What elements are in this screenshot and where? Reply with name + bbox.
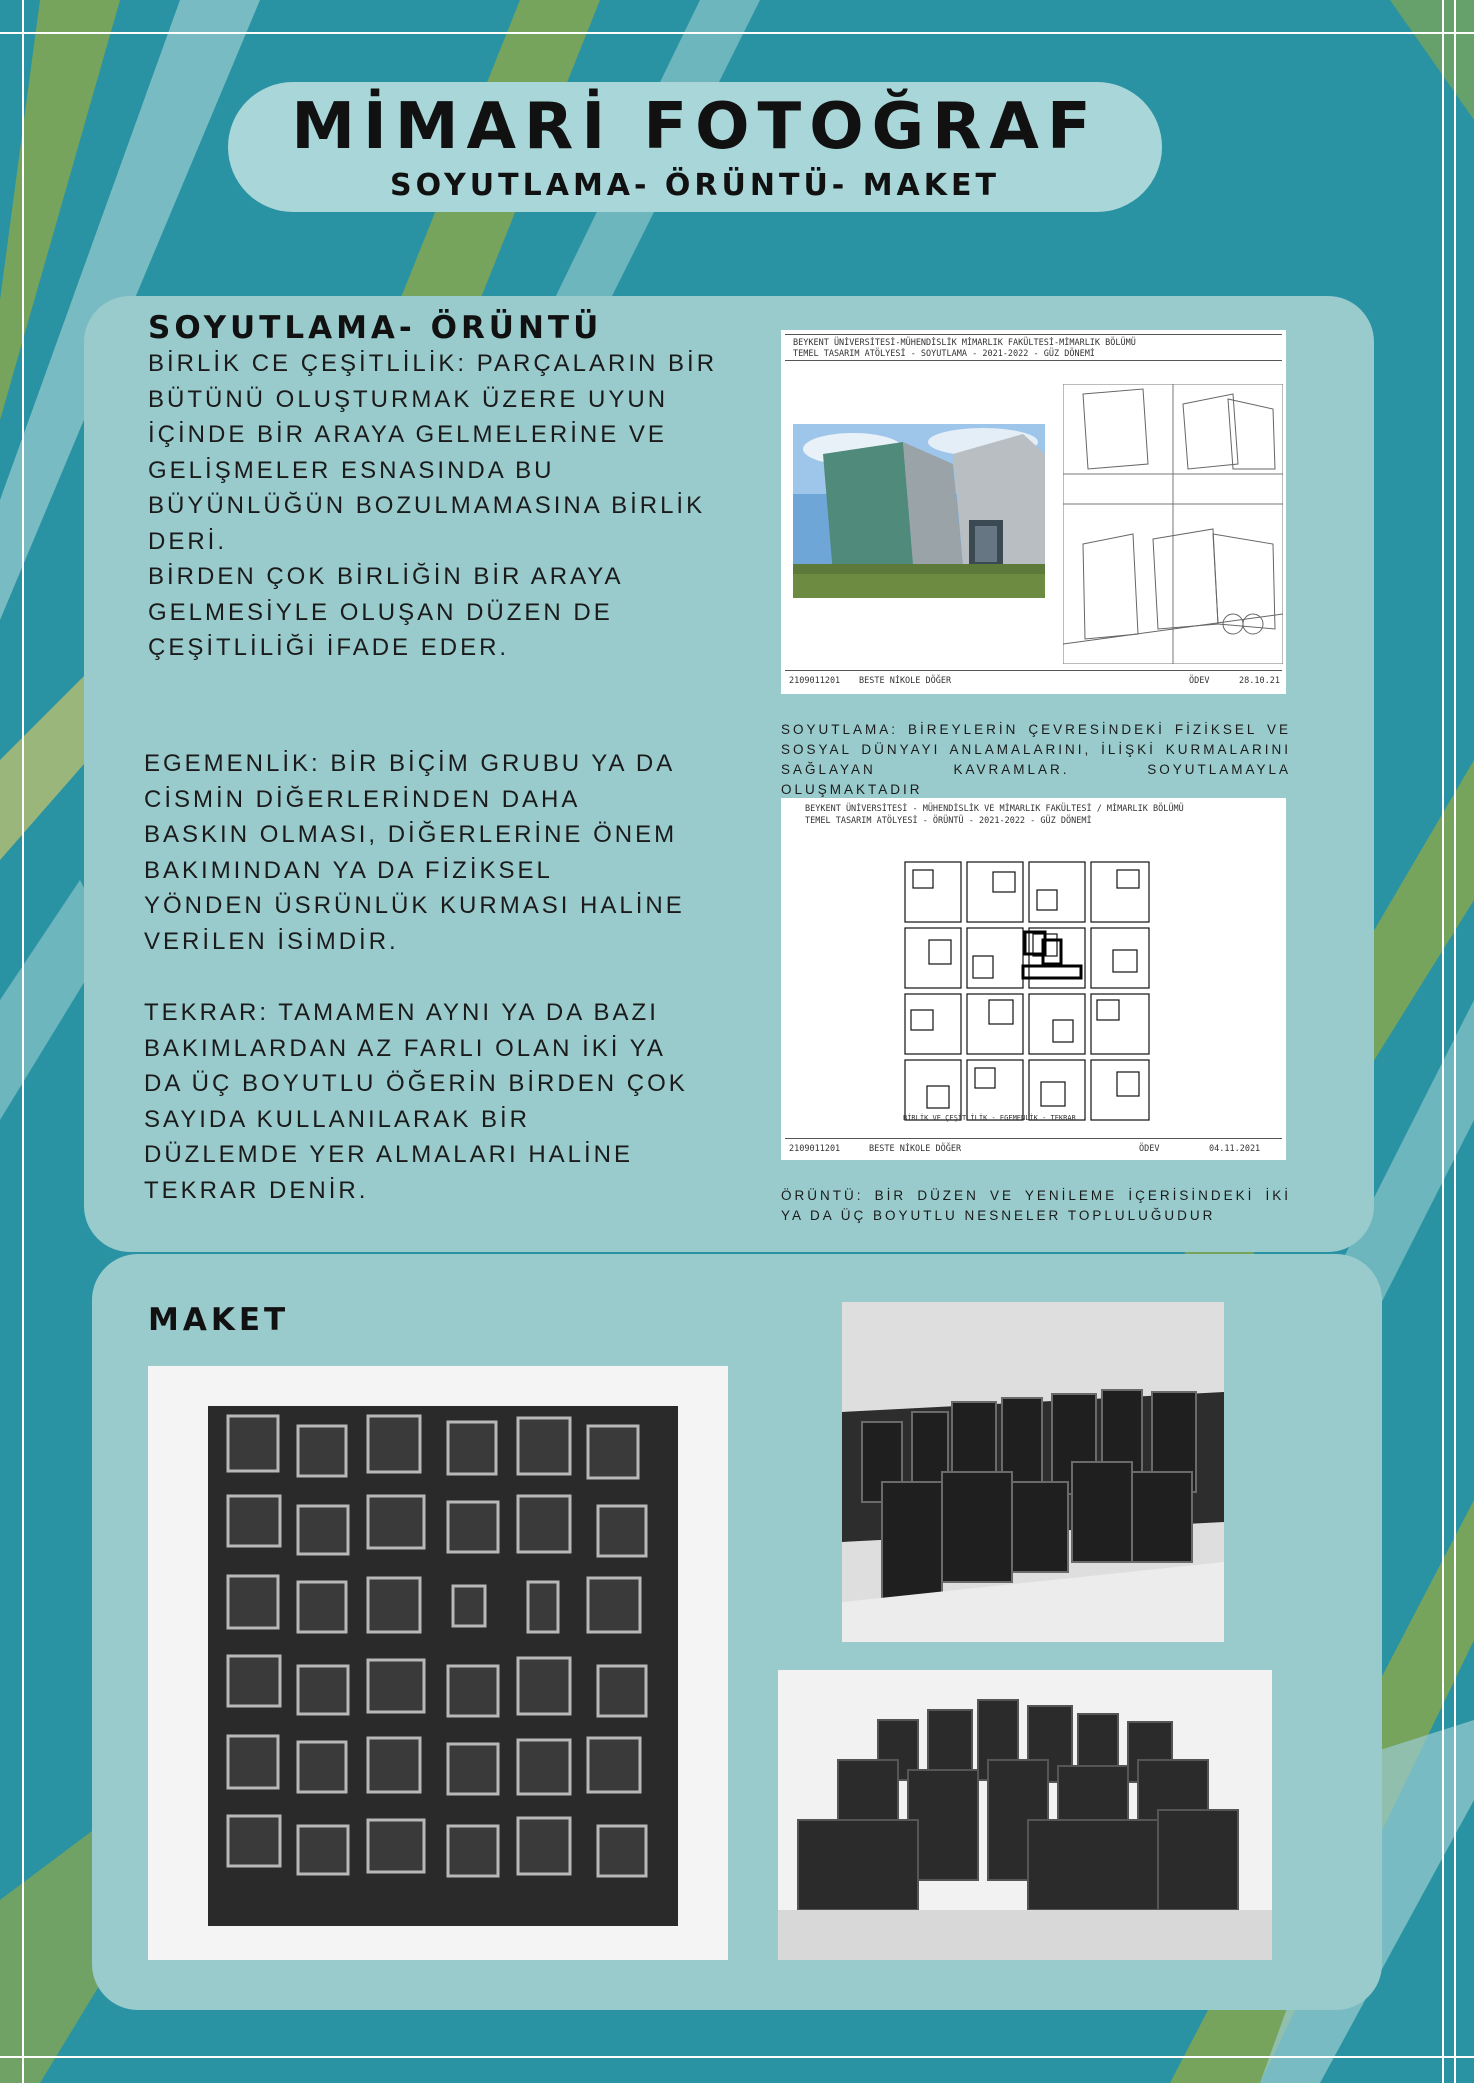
frame-line-right-inner: [1442, 0, 1444, 2083]
sheet1-footer-id: 2109011201: [789, 676, 841, 686]
section-heading-maket: MAKET: [148, 1302, 290, 1338]
paragraph-tekrar: TEKRAR: TAMAMEN AYNI YA DA BAZI BAKIMLARDAN AZ FARLI OLAN İKİ YA DA ÜÇ BOYUTLU ÖĞERİN BİRDEN ÇOK SAYIDA KULLANILARAK BİR DÜZLEMDE YER ALMALARI HALİNE TEKRAR DENİR.: [144, 999, 688, 1204]
sheet1-footer-date: 28.10.21: [1239, 676, 1280, 686]
frame-line-bottom: [0, 2056, 1474, 2058]
building-photo: [793, 424, 1045, 598]
sheet2-footer-id: 2109011201: [789, 1144, 841, 1154]
paragraph-egemenlik: EGEMENLİK: BİR BİÇİM GRUBU YA DA CİSMİN DİĞERLERİNDEN DAHA BASKIN OLMASI, DİĞERLERİNE ÖNEM BAKIMINDAN YA DA FİZİKSEL YÖNDEN ÜSRÜNLÜK KURMASI HALİNE VERİLEN İSİMDİR.: [144, 750, 685, 955]
soyutlama-drawing-sheet: [781, 330, 1286, 694]
model-photo-perspective: [842, 1302, 1224, 1642]
caption-soyutlama: SOYUTLAMA: BİREYLERİN ÇEVRESİNDEKİ FİZİKSEL VE SOSYAL DÜNYAYI ANLAMALARINI, İLİŞKİ KURMALARINI SAĞLAYAN KAVRAMLAR. SOYUTLAMAYLA OLUŞMAKTADIR: [781, 722, 1291, 797]
sheet2-note: BİRLİK VE ÇEŞİTLİLİK - EGEMENLİK - TEKRAR: [903, 1114, 1076, 1122]
frame-line-left: [22, 0, 24, 2083]
sheet2-header-line2: TEMEL TASARIM ATÖLYESİ - ÖRÜNTÜ - 2021-2022 - GÜZ DÖNEMİ: [805, 816, 1092, 826]
model-photo-side-view: [778, 1670, 1272, 1960]
sheet2-header-line1: BEYKENT ÜNİVERSİTESİ - MÜHENDİSLİK VE MİMARLIK FAKÜLTESİ / MİMARLIK BÖLÜMÜ: [805, 804, 1184, 814]
caption-oruntu: ÖRÜNTÜ: BİR DÜZEN VE YENİLEME İÇERİSİNDEKİ İKİ YA DA ÜÇ BOYUTLU NESNELER TOPLULUĞUDUR: [781, 1188, 1291, 1223]
sheet1-header-line2: TEMEL TASARIM ATÖLYESİ - SOYUTLAMA - 2021-2022 - GÜZ DÖNEMİ: [793, 349, 1095, 359]
page-title: MİMARİ FOTOĞRAF: [291, 90, 1099, 164]
title-banner: [228, 82, 1162, 212]
model-photo-top-view: [148, 1366, 728, 1960]
frame-line-top: [0, 32, 1474, 34]
building-sketches: [1063, 384, 1283, 664]
pattern-drawing: [903, 860, 1153, 1122]
sheet1-header-line1: BEYKENT ÜNİVERSİTESİ-MÜHENDİSLİK MİMARLIK FAKÜLTESİ-MİMARLIK BÖLÜMÜ: [793, 338, 1136, 348]
page-subtitle: SOYUTLAMA- ÖRÜNTÜ- MAKET: [390, 168, 1000, 203]
sheet1-footer-type: ÖDEV: [1189, 676, 1210, 686]
section-heading-soyutlama-oruntu: SOYUTLAMA- ÖRÜNTÜ: [148, 310, 603, 346]
paragraph-birlik-cesitlilik: BİRLİK CE ÇEŞİTLİLİK: PARÇALARIN BİR BÜTÜNÜ OLUŞTURMAK ÜZERE UYUN İÇİNDE BİR ARAYA GELMELERİNE VE GELİŞMELER ESNASINDA BU BÜYÜNLÜĞÜN BOZULMAMASINA BİRLİK DERİ. BİRDEN ÇOK BİRLİĞİN BİR ARAYA GELMESİYLE OLUŞAN DÜZEN DE ÇEŞİTLİLİĞİ İFADE EDER.: [148, 350, 718, 661]
oruntu-drawing-sheet: [781, 798, 1286, 1160]
sheet2-footer-type: ÖDEV: [1139, 1144, 1160, 1154]
sheet2-footer-date: 04.11.2021: [1209, 1144, 1261, 1154]
sheet2-footer-name: BESTE NİKOLE DÖĞER: [869, 1144, 962, 1154]
frame-line-right-outer: [1454, 0, 1456, 2083]
sheet1-footer-name: BESTE NİKOLE DÖĞER: [859, 676, 952, 686]
